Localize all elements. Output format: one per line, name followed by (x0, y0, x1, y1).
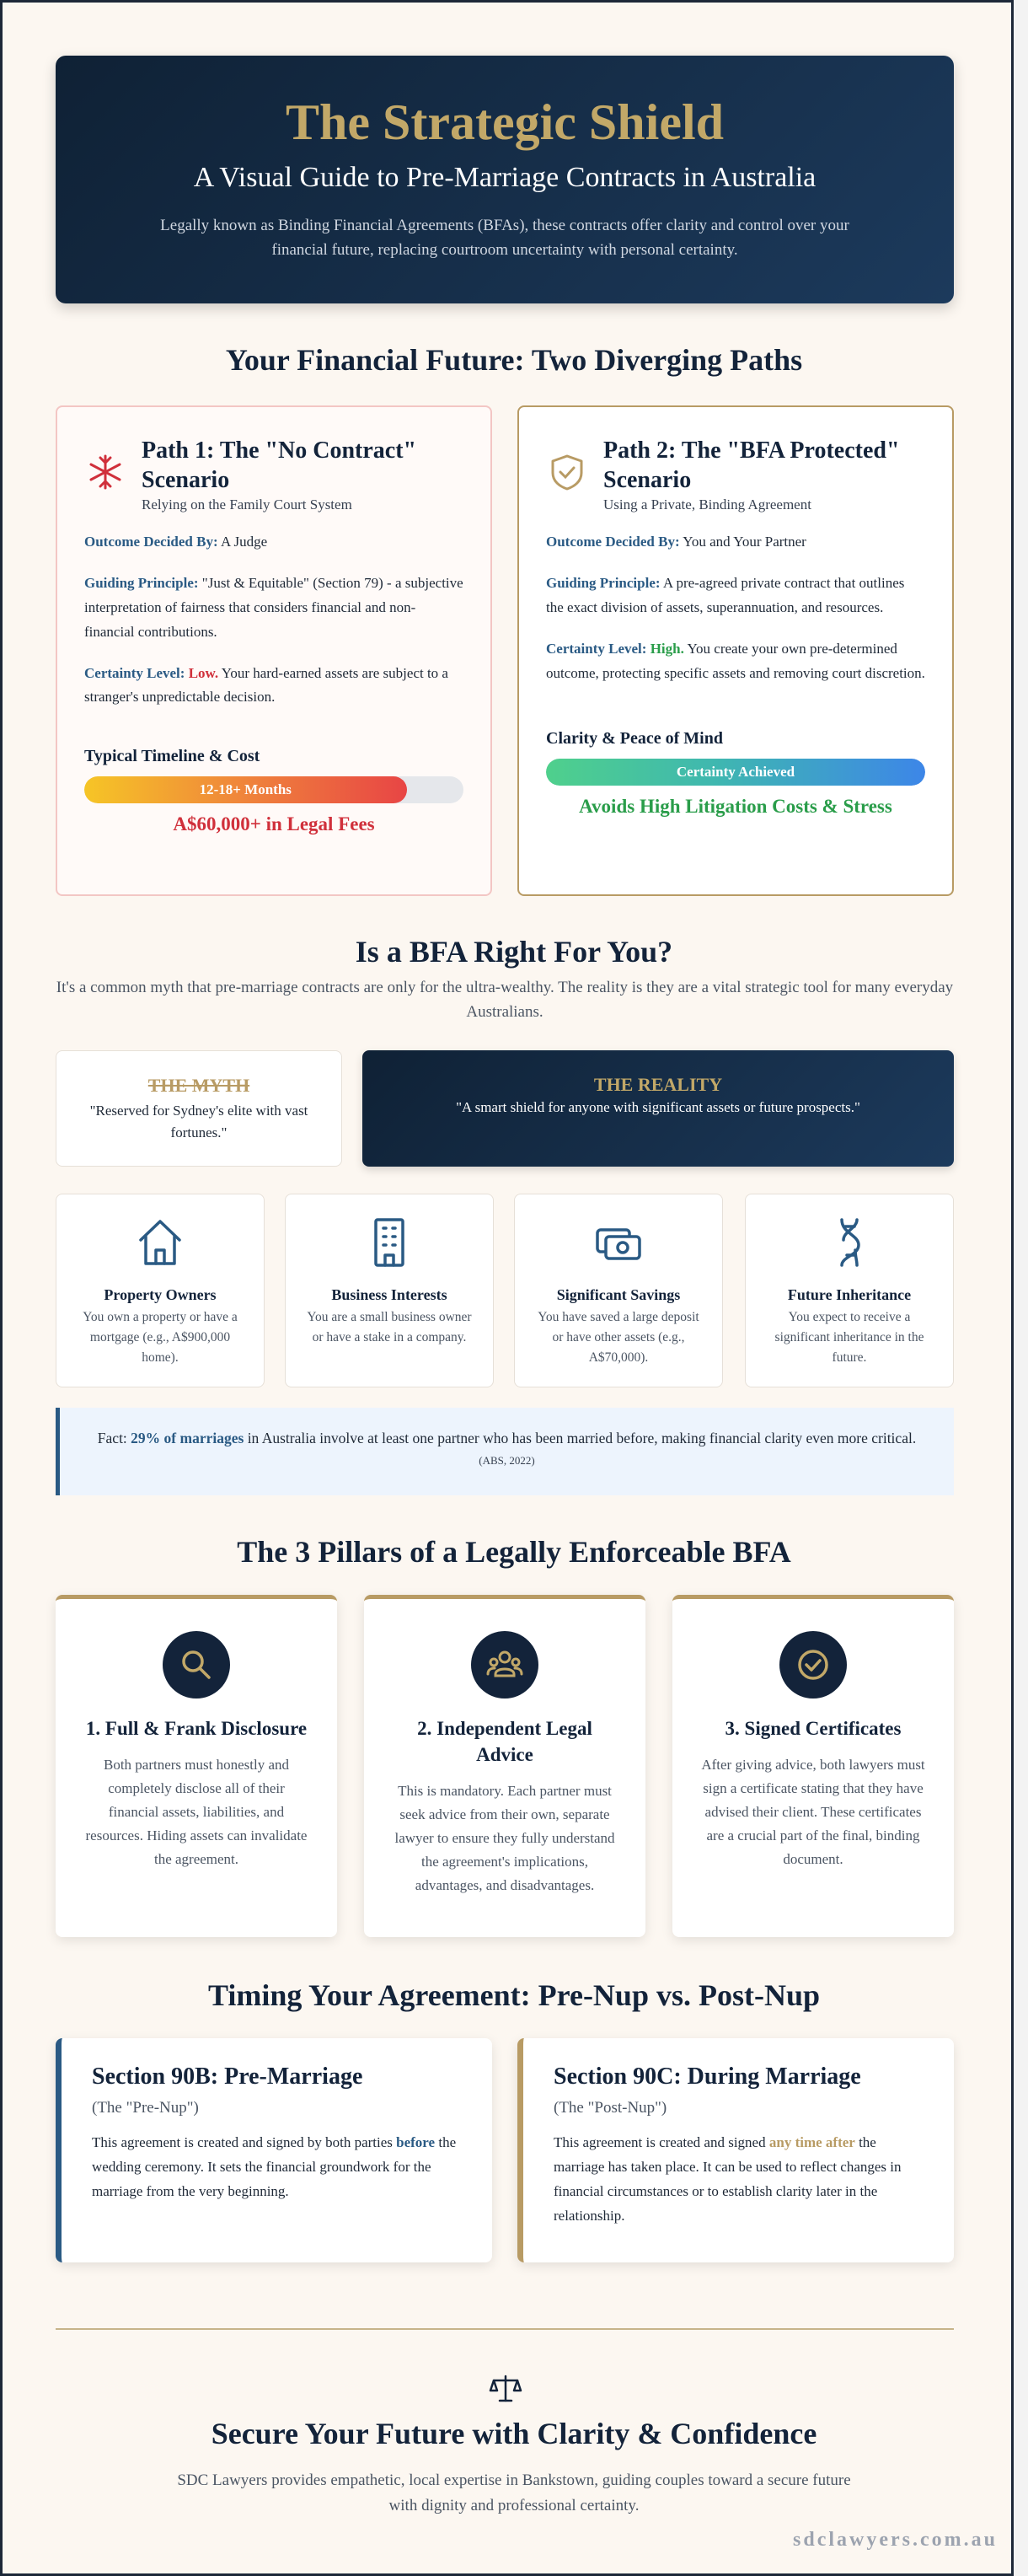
shield-check-icon (546, 451, 588, 493)
clarity-title: Clarity & Peace of Mind (546, 729, 723, 749)
path-card-no-contract (56, 405, 492, 896)
principle-row: Guiding Principle: A pre-agreed private contract that outlines the exact division of assets, superannuation, and resources. (546, 574, 905, 615)
reality-tag: THE REALITY (593, 1074, 723, 1095)
hero-banner (56, 56, 954, 303)
fact-source: (ABS, 2022) (479, 1454, 535, 1467)
fact-text: Fact: 29% of marriages in Australia involve at least one partner who has been married before, making financial clarity even more critical. (97, 1430, 917, 1446)
search-icon (177, 1645, 216, 1684)
pillar-title: 2. Independent Legal Advice (417, 1718, 592, 1766)
site-domain[interactable]: sdclawyers.com.au (793, 2529, 998, 2551)
feature-card-savings (514, 1194, 723, 1387)
feature-card-property (56, 1194, 265, 1387)
cta-title: Secure Your Future with Clarity & Confidence (211, 2417, 817, 2450)
cta-text: SDC Lawyers provides empathetic, local expertise in Bankstown, guiding couples toward a secure future with dignity and professional certainty. (177, 2471, 851, 2515)
timing-card-pre-marriage (56, 2038, 492, 2262)
myth-tag: THE MYTH (147, 1075, 250, 1096)
timing-sub: (The "Pre-Nup") (92, 2099, 199, 2117)
dna-icon (825, 1216, 874, 1269)
timing-heading: Section 90C: During Marriage (554, 2063, 861, 2090)
hero-intro: Legally known as Binding Financial Agreements (BFAs), these contracts offer clarity and control over your financial future, replacing courtroom uncertainty with personal certainty. (160, 217, 849, 259)
avoids-costs: Avoids High Litigation Costs & Stress (579, 796, 892, 818)
divider (56, 2328, 954, 2330)
path-subheading: Relying on the Family Court System (142, 496, 352, 513)
pillar-title: 3. Signed Certificates (725, 1718, 902, 1739)
page-title: The Strategic Shield (286, 94, 724, 150)
outcome-row: Outcome Decided By: You and Your Partner (546, 534, 806, 550)
feature-text: You are a small business owner or have a stake in a company. (307, 1310, 472, 1345)
pillar-text: After giving advice, both lawyers must sign a certificate stating that they have advised their client. These certificates are a crucial part of the final, binding document. (701, 1757, 925, 1868)
path-subheading: Using a Private, Binding Agreement (603, 496, 811, 513)
feature-title: Property Owners (104, 1286, 217, 1303)
fit-lead: It's a common myth that pre-marriage contracts are only for the ultra-wealthy. The reality is they are a vital strategic tool for many everyday Australians. (56, 979, 954, 1021)
building-icon (365, 1216, 414, 1269)
feature-title: Future Inheritance (787, 1286, 912, 1303)
pillar-title: 1. Full & Frank Disclosure (85, 1718, 308, 1739)
feature-title: Significant Savings (556, 1286, 681, 1303)
money-icon (594, 1216, 643, 1269)
people-icon (485, 1645, 524, 1684)
page-subtitle: A Visual Guide to Pre-Marriage Contracts in Australia (193, 162, 817, 193)
outcome-row: Outcome Decided By: A Judge (84, 534, 268, 550)
myth-text: "Reserved for Sydney's elite with vast fortunes." (89, 1103, 308, 1140)
certainty-row: Certainty Level: High. You create your own pre-determined outcome, protecting specific assets and removing court discretion. (546, 640, 925, 681)
timeline-bar-fill: 12-18+ Months (84, 776, 407, 803)
pillar-card-disclosure (56, 1595, 337, 1937)
timing-text: This agreement is created and signed by both parties before the wedding ceremony. It sets the financial groundwork for the marriage from the very beginning. (92, 2134, 457, 2199)
certainty-bar (546, 759, 925, 786)
certainty-bar-fill: Certainty Achieved (546, 759, 925, 786)
path-heading: Path 1: The "No Contract" Scenario (142, 437, 417, 493)
myth-card (56, 1050, 342, 1167)
timeline-title: Typical Timeline & Cost (84, 747, 260, 766)
timeline-bar (84, 776, 463, 803)
house-icon (136, 1216, 185, 1269)
feature-card-inheritance (745, 1194, 954, 1387)
feature-text: You expect to receive a significant inheritance in the future. (774, 1310, 924, 1366)
pillar-text: Both partners must honestly and completely disclose all of their financial assets, liabilities, and resources. Hiding assets can invalidate the agreement. (85, 1757, 308, 1868)
legal-fees: A$60,000+ in Legal Fees (173, 813, 375, 835)
path-card-bfa-protected (517, 405, 954, 896)
fact-box (56, 1408, 954, 1495)
timing-text: This agreement is created and signed any time after the marriage has taken place. It can be used to reflect changes in financial circumstances or to establish clarity later in the relationship. (554, 2134, 902, 2224)
pillar-card-legal-advice (364, 1595, 645, 1937)
path-heading: Path 2: The "BFA Protected" Scenario (603, 437, 900, 493)
section-title-pillars: The 3 Pillars of a Legally Enforceable BFA (237, 1535, 791, 1569)
section-title-timing: Timing Your Agreement: Pre-Nup vs. Post-Nup (207, 1978, 820, 2012)
section-title-paths: Your Financial Future: Two Diverging Paths (225, 343, 803, 377)
feature-card-business (285, 1194, 494, 1387)
pillar-card-certificates (672, 1595, 954, 1937)
feature-title: Business Interests (331, 1286, 447, 1303)
scrollbar[interactable] (1014, 0, 1028, 2576)
reality-card (362, 1050, 954, 1167)
broken-shield-icon (84, 451, 126, 493)
reality-text: "A smart shield for anyone with significant assets or future prospects." (456, 1099, 860, 1115)
check-circle-icon (794, 1645, 833, 1684)
certainty-row: Certainty Level: Low. Your hard-earned assets are subject to a stranger's unpredictable decision. (84, 664, 448, 706)
feature-text: You have saved a large deposit or have other assets (e.g., A$70,000). (538, 1310, 699, 1366)
pillar-text: This is mandatory. Each partner must seek advice from their own, separate lawyer to ensure they fully understand the agreement's implications, advantages, and disadvantages. (394, 1783, 615, 1894)
principle-row: Guiding Principle: "Just & Equitable" (Section 79) - a subjective interpretation of fairness that considers financial and non-financial contributions. (84, 574, 463, 640)
section-title-fit: Is a BFA Right For You? (355, 935, 673, 969)
timing-card-during-marriage (517, 2038, 954, 2262)
feature-text: You own a property or have a mortgage (e.g., A$900,000 home). (83, 1310, 238, 1366)
timing-heading: Section 90B: Pre-Marriage (92, 2063, 363, 2090)
timing-sub: (The "Post-Nup") (554, 2099, 667, 2117)
scale-icon (489, 2374, 522, 2404)
